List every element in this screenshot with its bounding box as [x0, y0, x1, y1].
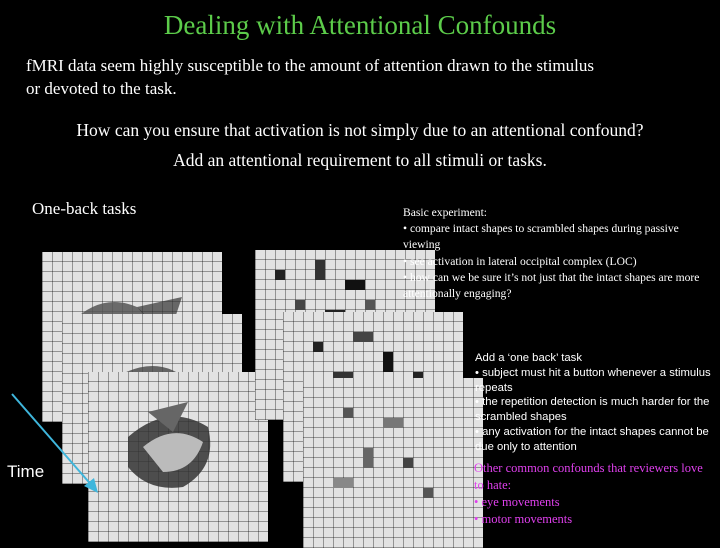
question-text: How can you ensure that activation is not simply due to an attentional confound? [76, 120, 644, 140]
other-confounds-text [474, 460, 714, 528]
other-confounds-heading: Other common confounds that reviewers love to hate: [474, 461, 703, 492]
one-back-task-heading: Add a ‘one back’ task [475, 352, 582, 364]
time-label: Time [7, 462, 45, 481]
one-back-task-bullet: • the repetition detection is much harder for the scrambled shapes [475, 396, 710, 424]
basic-experiment-heading: Basic experiment: [403, 206, 488, 219]
one-back-task-text [475, 351, 715, 455]
other-confounds-bullet: • eye movements [474, 495, 560, 509]
intro-text [26, 54, 706, 100]
intro-line-1: fMRI data seem highly susceptible to the amount of attention drawn to the stimulus [26, 56, 594, 75]
intact-shape-image-3 [88, 372, 268, 542]
slide-title: Dealing with Attentional Confounds [163, 10, 557, 40]
time-arrow-icon [0, 380, 110, 500]
answer-text: Add an attentional requirement to all stimuli or tasks. [173, 150, 547, 170]
basic-experiment-bullet: • how can we be sure it’s not just that the intact shapes are more attentionally engaging? [403, 270, 700, 301]
basic-experiment-text [403, 205, 713, 302]
other-confounds-bullet: • motor movements [474, 512, 573, 526]
one-back-task-bullet: • any activation for the intact shapes cannot be due only to attention [475, 425, 709, 453]
basic-experiment-bullet: • compare intact shapes to scrambled shapes during passive viewing [403, 222, 679, 252]
one-back-task-bullet: • subject must hit a button whenever a stimulus repeats [475, 366, 711, 394]
scrambled-shape-image-3 [303, 378, 483, 548]
one-back-label: One-back tasks [32, 199, 137, 218]
intro-line-2: or devoted to the task. [26, 79, 177, 98]
basic-experiment-bullet: • see activation in lateral occipital complex (LOC) [403, 254, 637, 268]
